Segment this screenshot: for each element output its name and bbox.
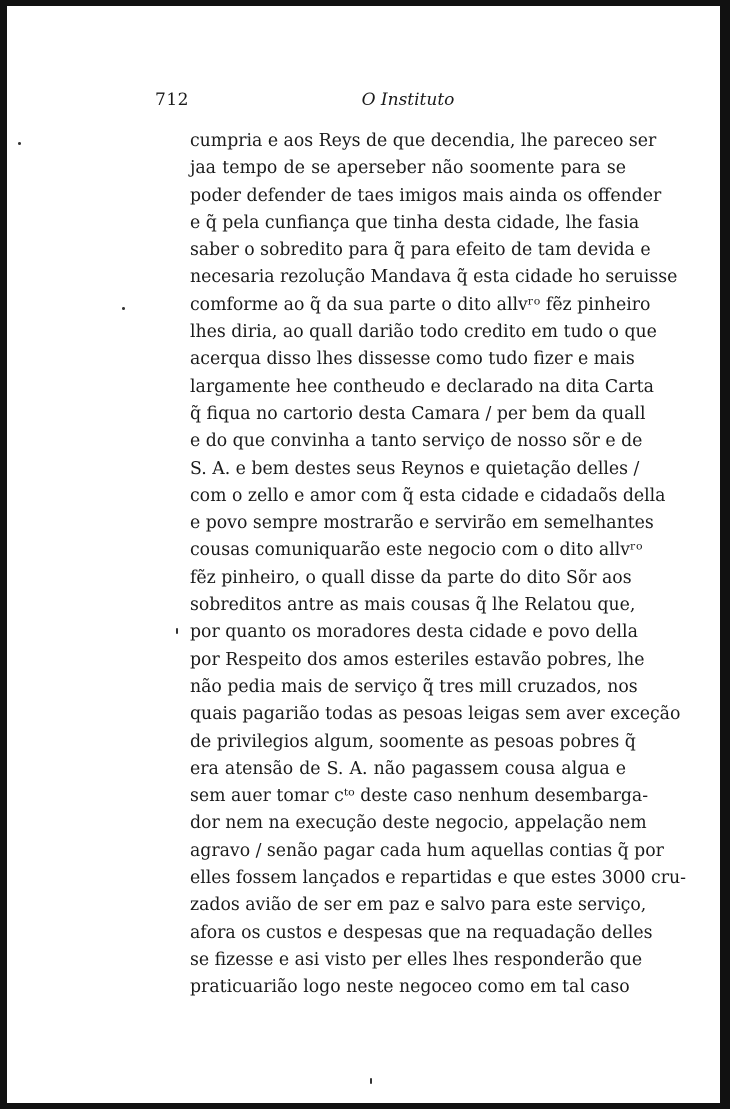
text-line: por quanto os moradores desta cidade e povo della: [190, 622, 638, 643]
ink-speck: [370, 1078, 372, 1084]
text-line: cousas comuniquarão este negocio com o dito allvʳᵒ: [190, 540, 643, 561]
text-line: cumpria e aos Reys de que decendia, lhe pareceo ser: [190, 131, 657, 151]
text-line: e q̃ pela cunfiança que tinha desta cidade, lhe fasia: [190, 212, 640, 233]
text-line: afora os custos e despesas que na requadação delles: [190, 922, 653, 943]
text-line: poder defender de taes imigos mais ainda os offender: [190, 185, 662, 206]
text-line: S. A. e bem destes seus Reynos e quietação delles /: [190, 458, 640, 479]
page-number: 712: [155, 90, 189, 110]
body-text: [190, 128, 686, 1002]
ink-speck: [122, 307, 125, 310]
text-line: acerqua disso lhes dissesse como tudo fizer e mais: [190, 349, 635, 370]
text-line: saber o sobredito para q̃ para efeito de tam devida e: [190, 240, 651, 261]
ink-speck: [176, 628, 178, 634]
text-line: agravo / senão pagar cada hum aquellas contias q̃ por: [190, 840, 664, 861]
text-line: por Respeito dos amos esteriles estavão pobres, lhe: [190, 649, 645, 670]
text-line: com o zello e amor com q̃ esta cidade e cidadaõs della: [190, 485, 666, 506]
text-line: era atensão de S. A. não pagassem cousa algua e: [190, 758, 626, 779]
text-line: se fizesse e asi visto per elles lhes responderão que: [190, 949, 643, 970]
text-line: sem auer tomar cᵗᵒ deste caso nenhum desembarga-: [190, 786, 649, 807]
text-line: necesaria rezolução Mandava q̃ esta cidade ho seruisse: [190, 267, 678, 288]
text-line: lhes diria, ao quall darião todo credito em tudo o que: [190, 322, 657, 343]
text-line: q̃ fiqua no cartorio desta Camara / per bem da quall: [190, 403, 646, 424]
text-line: e do que convinha a tanto serviço de nosso sõr e de: [190, 431, 643, 452]
text-line: não pedia mais de serviço q̃ tres mill cruzados, nos: [190, 676, 638, 697]
text-line: comforme ao q̃ da sua parte o dito allvʳᵒ fẽz pinheiro: [190, 294, 651, 315]
text-line: fẽz pinheiro, o quall disse da parte do dito Sõr aos: [190, 567, 632, 588]
ink-speck: [18, 142, 21, 145]
text-line: elles fossem lançados e repartidas e que estes 3000 cru-: [190, 868, 686, 889]
text-line: largamente hee contheudo e declarado na dita Carta: [190, 376, 654, 397]
text-line: praticuarião logo neste negoceo como em tal caso: [190, 977, 630, 998]
text-line: quais pagarião todas as pesoas leigas sem aver exceção: [190, 704, 681, 725]
text-line: sobreditos antre as mais cousas q̃ lhe Relatou que,: [190, 595, 636, 616]
text-line: jaa tempo de se aperseber não soomente para se: [190, 158, 626, 179]
text-line: e povo sempre mostrarão e servirão em semelhantes: [190, 513, 654, 534]
text-line: de privilegios algum, soomente as pesoas pobres q̃: [190, 731, 636, 752]
running-title: O Instituto: [361, 90, 455, 110]
text-line: zados avião de ser em paz e salvo para este serviço,: [190, 895, 647, 916]
text-line: dor nem na execução deste negocio, appelação nem: [190, 813, 647, 834]
